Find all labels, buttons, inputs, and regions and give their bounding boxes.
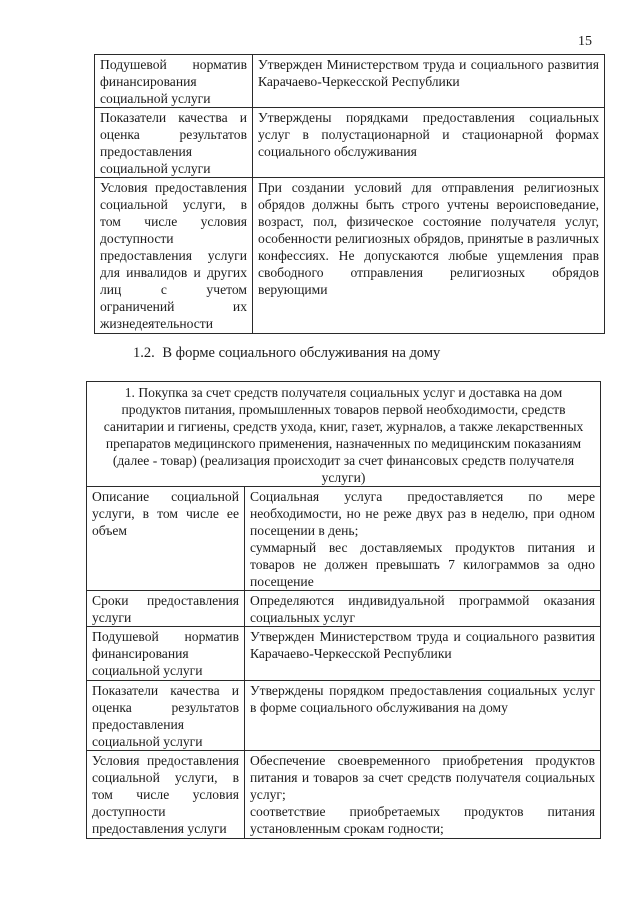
service-title: 1. Покупка за счет средств получателя социальных услуг и доставка на дом продуктов питания, промышленных товаров первой необходимости, средств санитарии и гигиены, средств ухода, книг, газет, журналов, а также лекарственных препаратов медицинского применения, назначенных по медицинским показаниям (далее - товар) (реализация происходит за счет финансовых средств получателя услуги) — [87, 382, 601, 487]
table-row — [95, 108, 605, 178]
table-row — [95, 55, 605, 108]
section-title: В форме социального обслуживания на дому — [162, 345, 441, 361]
section-number: 1.2. — [133, 345, 155, 361]
service-description-paragraph: Социальная услуга предоставляется по мере необходимости, но не реже двух раз в неделю, при одном посещении в день; — [250, 489, 595, 538]
row-value-provision-conditions: При создании условий для отправления религиозных обрядов должны быть строго учтены вероисповедание, возраст, пол, физическое состояние получателя услуг, особенности религиозных обрядов, принятые в различных конфессиях. Не допускаются любые ущемления прав свободного отправления религиозных обрядов верующими — [253, 178, 605, 334]
service-description-weight-limit: суммарный вес доставляемых продуктов питания и товаров не должен превышать 7 килограммов за одно посещение — [250, 540, 595, 589]
home-service-table — [86, 381, 601, 839]
table-row — [95, 178, 605, 334]
table-row — [87, 487, 601, 591]
row-label-service-description: Описание социальной услуги, в том числе ее объем — [87, 487, 245, 591]
service-standard-table-continued — [94, 54, 605, 334]
row-label-financing-standard: Подушевой норматив финансирования социальной услуги — [95, 55, 253, 108]
row-value-financing-standard: Утвержден Министерством труда и социального развития Карачаево-Черкесской Республики — [253, 55, 605, 108]
table-row — [87, 382, 601, 487]
row-label-financing-standard: Подушевой норматив финансирования социальной услуги — [87, 627, 245, 681]
row-value-provision-conditions — [245, 751, 601, 839]
table-row — [87, 751, 601, 839]
provision-conditions-expiry: соответствие приобретаемых продуктов питания установленным срокам годности; — [250, 804, 595, 836]
provision-conditions-paragraph: Обеспечение своевременного приобретения продуктов питания и товаров за счет средств получателя социальных услуг; — [250, 753, 595, 802]
row-label-provision-conditions: Условия предоставления социальной услуги, в том числе условия доступности предоставления услуги — [87, 751, 245, 839]
section-heading — [133, 345, 440, 362]
table-row — [87, 681, 601, 751]
row-value-quality-indicators: Утверждены порядком предоставления социальных услуг в форме социального обслуживания на дому — [245, 681, 601, 751]
row-label-provision-conditions: Условия предоставления социальной услуги, в том числе условия доступности предоставления услуги для инвалидов и других лиц с учетом ограничений их жизнедеятельности — [95, 178, 253, 334]
table-row — [87, 627, 601, 681]
table-row — [87, 591, 601, 627]
row-label-service-terms: Сроки предоставления услуги — [87, 591, 245, 627]
row-value-quality-indicators: Утверждены порядками предоставления социальных услуг в полустационарной и стационарной формах социального обслуживания — [253, 108, 605, 178]
row-value-service-terms: Определяются индивидуальной программой оказания социальных услуг — [245, 591, 601, 627]
page-number: 15 — [578, 34, 592, 49]
row-value-service-description — [245, 487, 601, 591]
row-label-quality-indicators: Показатели качества и оценка результатов предоставления социальной услуги — [95, 108, 253, 178]
row-label-quality-indicators: Показатели качества и оценка результатов предоставления социальной услуги — [87, 681, 245, 751]
row-value-financing-standard: Утвержден Министерством труда и социального развития Карачаево-Черкесской Республики — [245, 627, 601, 681]
